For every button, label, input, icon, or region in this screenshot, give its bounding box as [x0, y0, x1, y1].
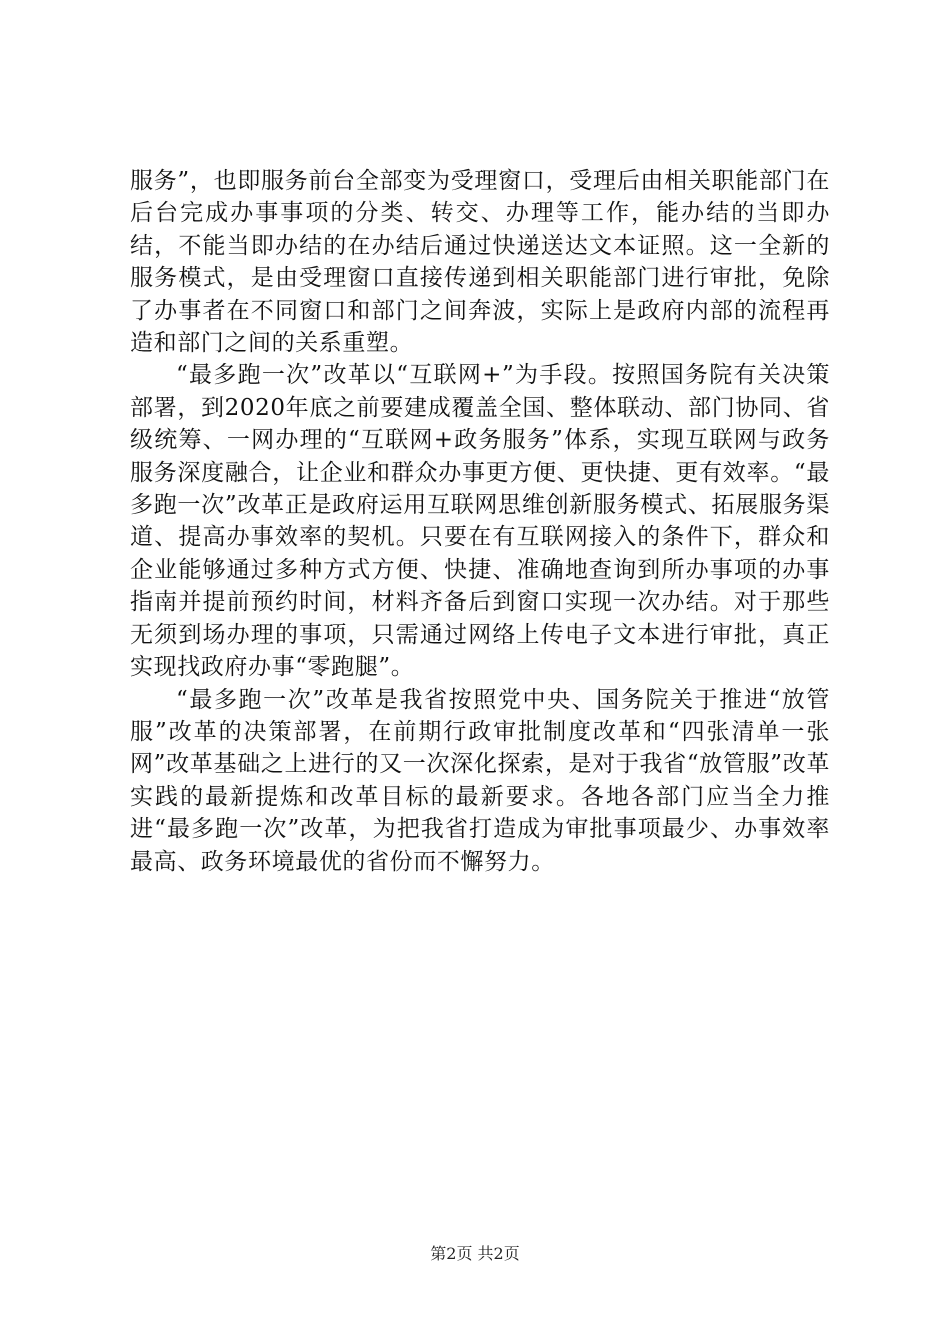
paragraph-internet-plus: “最多跑一次”改革以“互联网+”为手段。按照国务院有关决策部署，到2020年底之前要建成覆盖全国、整体联动、部门协同、省级统筹、一网办理的“互联网+政务服务”体系，实现互联网与政务服务深度融合，让企业和群众办事更方便、更快捷、更有效率。“最多跑一次”改革正是政府运用互联网思维创新服务模式、拓展服务渠道、提高办事效率的契机。只要在有互联网接入的条件下，群众和企业能够通过多种方式方便、快捷、准确地查询到所办事项的办事指南并提前预约时间，材料齐备后到窗口实现一次办结。对于那些无须到场办理的事项，只需通过网络上传电子文本进行审批，真正实现找政府办事“零跑腿”。	[130, 362, 830, 681]
paragraph-reform-summary: “最多跑一次”改革是我省按照党中央、国务院关于推进“放管服”改革的决策部署，在前期行政审批制度改革和“四张清单一张网”改革基础之上进行的又一次深化探索，是对于我省“放管服”改革实践的最新提炼和改革目标的最新要求。各地各部门应当全力推进“最多跑一次”改革，为把我省打造成为审批事项最少、办事效率最高、政务环境最优的省份而不懈努力。	[130, 686, 830, 875]
paragraph-continuation: 服务”，也即服务前台全部变为受理窗口，受理后由相关职能部门在后台完成办事事项的分类、转交、办理等工作，能办结的当即办结，不能当即办结的在办结后通过快递送达文本证照。这一全新的服务模式，是由受理窗口直接传递到相关职能部门进行审批，免除了办事者在不同窗口和部门之间奔波，实际上是政府内部的流程再造和部门之间的关系重塑。	[130, 168, 830, 357]
page-number-footer: 第2页 共2页	[430, 1244, 520, 1263]
document-body	[130, 165, 830, 878]
